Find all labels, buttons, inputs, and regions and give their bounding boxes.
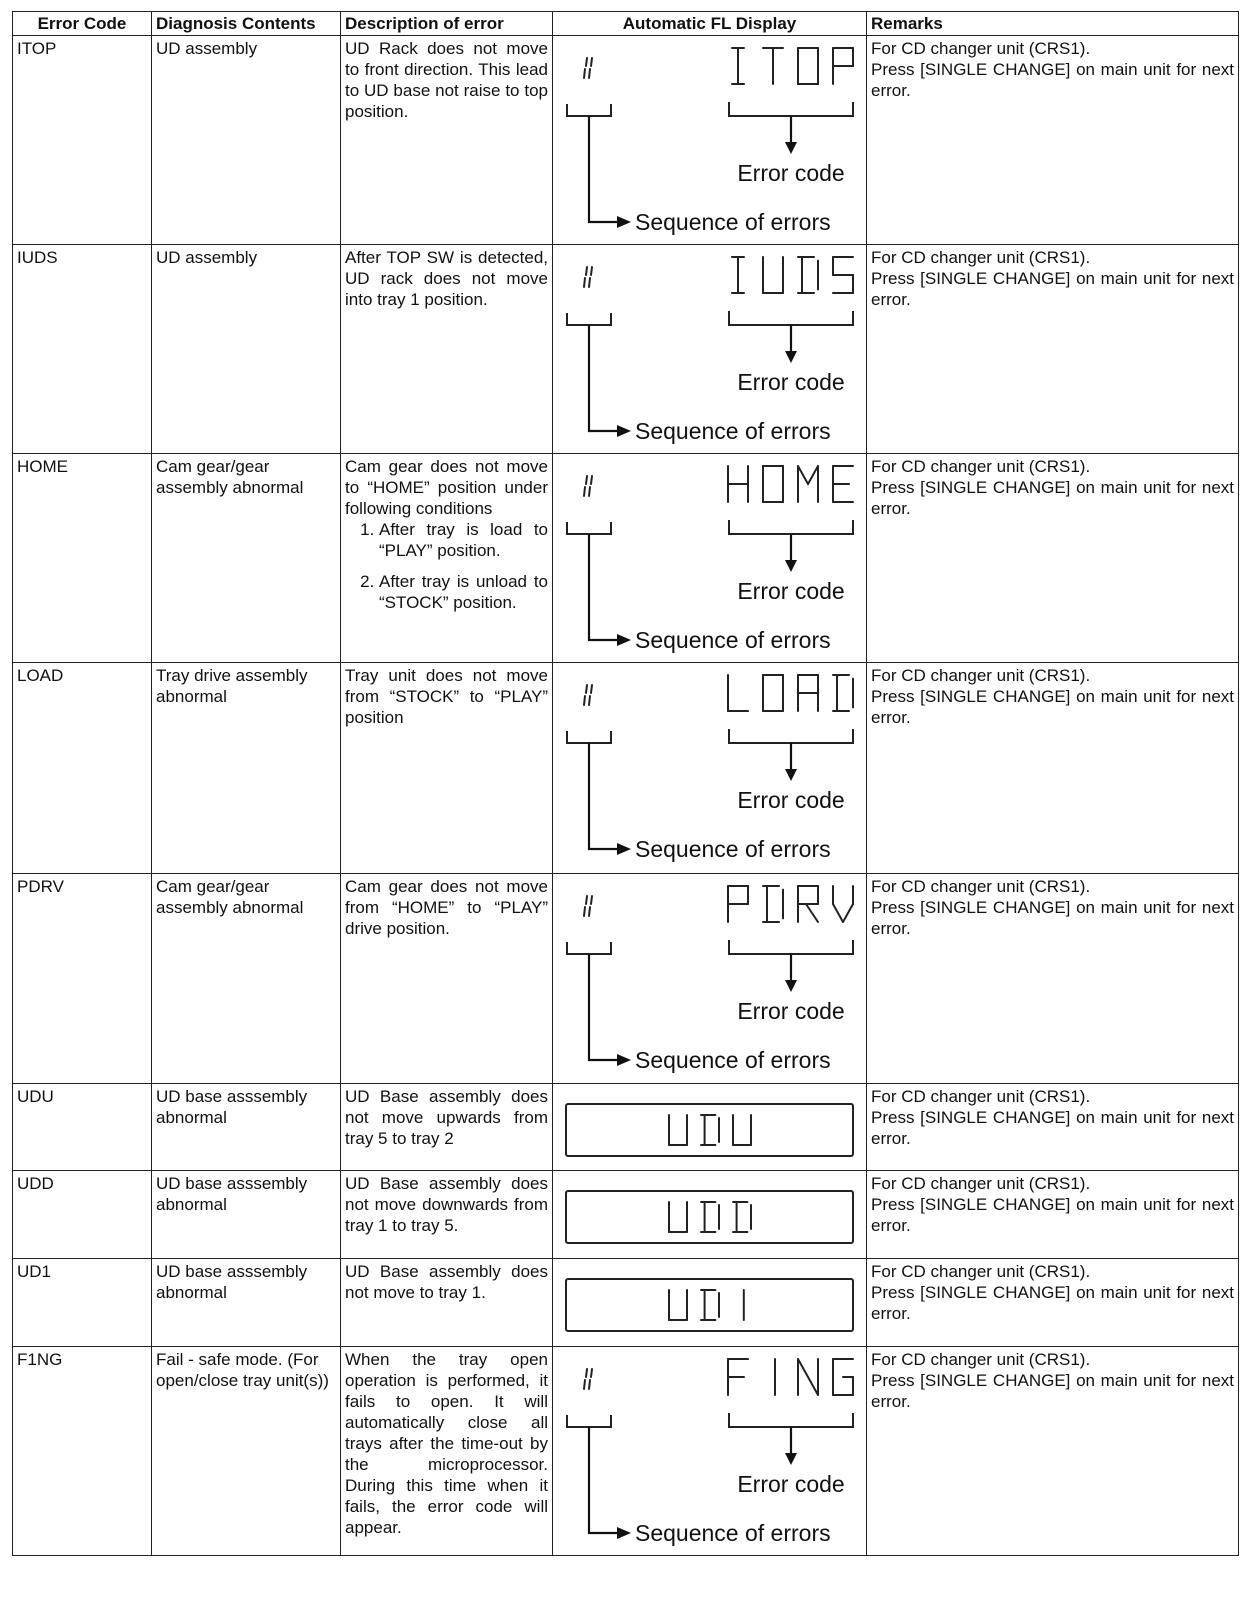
remarks-line2: Press [SINGLE CHANGE] on main unit for next error. xyxy=(871,687,1234,727)
remarks-cell xyxy=(867,663,1239,874)
error-code-bracket xyxy=(729,311,853,325)
diagnosis-cell: Fail - safe mode. (For open/close tray unit(s)) xyxy=(152,1347,341,1556)
remarks-line1: For CD changer unit (CRS1). xyxy=(871,248,1091,267)
description-cell: After TOP SW is detected, UD rack does not move into tray 1 position. xyxy=(341,245,553,454)
error-code-bracket xyxy=(729,520,853,534)
table-row xyxy=(13,1347,1239,1556)
remarks-line1: For CD changer unit (CRS1). xyxy=(871,877,1091,896)
remarks-line1: For CD changer unit (CRS1). xyxy=(871,1174,1091,1193)
remarks-line2: Press [SINGLE CHANGE] on main unit for next error. xyxy=(871,1283,1234,1323)
condition-item: 2. After tray is unload to “STOCK” position. xyxy=(379,571,548,613)
arrow-down-icon xyxy=(785,142,797,154)
sequence-indicator-icon xyxy=(584,58,592,78)
description-cell xyxy=(341,454,553,663)
fl-display-box xyxy=(566,1191,853,1243)
fl-segment-text xyxy=(732,257,853,293)
arrow-down-icon xyxy=(785,351,797,363)
arrow-down-icon xyxy=(785,769,797,781)
table-row xyxy=(13,36,1239,245)
remarks-line2: Press [SINGLE CHANGE] on main unit for next error. xyxy=(871,478,1234,518)
sequence-of-errors-label: Sequence of errors xyxy=(635,1520,831,1546)
condition-list xyxy=(345,519,548,613)
fl-display-diagram xyxy=(553,663,867,874)
remarks-line2: Press [SINGLE CHANGE] on main unit for next error. xyxy=(871,1371,1234,1411)
error-code-label: Error code xyxy=(737,787,845,813)
error-code-table xyxy=(12,11,1239,1556)
diagnosis-cell: UD base asssembly abnormal xyxy=(152,1259,341,1347)
arrow-right-icon xyxy=(617,1054,631,1066)
table-row xyxy=(13,1259,1239,1347)
remarks-cell xyxy=(867,1259,1239,1347)
remarks-line1: For CD changer unit (CRS1). xyxy=(871,1087,1091,1106)
sequence-bracket xyxy=(567,1415,611,1427)
error-code-label: Error code xyxy=(737,369,845,395)
fl-display-cell xyxy=(553,454,867,663)
fl-segment-text xyxy=(732,48,853,84)
error-code-label: Error code xyxy=(737,160,845,186)
fl-display-diagram xyxy=(553,454,867,663)
error-code-bracket xyxy=(729,102,853,116)
sequence-indicator-icon xyxy=(584,685,592,705)
fl-display-box xyxy=(566,1279,853,1331)
sequence-bracket xyxy=(567,313,611,325)
header-description: Description of error xyxy=(341,12,553,36)
arrow-down-icon xyxy=(785,560,797,572)
table-row xyxy=(13,454,1239,663)
remarks-line2: Press [SINGLE CHANGE] on main unit for next error. xyxy=(871,269,1234,309)
description-cell: UD Base assembly does not move upwards from tray 5 to tray 2 xyxy=(341,1084,553,1171)
error-code-bracket xyxy=(729,729,853,743)
fl-display-diagram xyxy=(553,874,867,1084)
header-remarks: Remarks xyxy=(867,12,1239,36)
sequence-indicator-icon xyxy=(584,896,592,916)
sequence-of-errors-label: Sequence of errors xyxy=(635,627,831,653)
error-code-bracket xyxy=(729,940,853,954)
remarks-line2: Press [SINGLE CHANGE] on main unit for next error. xyxy=(871,1195,1234,1235)
fl-display-cell xyxy=(553,245,867,454)
condition-item: 1. After tray is load to “PLAY” position. xyxy=(379,519,548,561)
header-diagnosis: Diagnosis Contents xyxy=(152,12,341,36)
fl-display-diagram xyxy=(553,1347,867,1556)
fl-display-diagram xyxy=(553,36,867,245)
remarks-line1: For CD changer unit (CRS1). xyxy=(871,1262,1091,1281)
fl-display-box xyxy=(566,1104,853,1156)
fl-display-cell xyxy=(553,663,867,874)
remarks-line1: For CD changer unit (CRS1). xyxy=(871,1350,1091,1369)
error-code-cell: UDU xyxy=(13,1084,152,1171)
fl-segment-text xyxy=(728,886,853,922)
table-row xyxy=(13,245,1239,454)
arrow-down-icon xyxy=(785,980,797,992)
description-cell: Tray unit does not move from “STOCK” to “PLAY” position xyxy=(341,663,553,874)
fl-segment-text xyxy=(728,1359,853,1395)
remarks-line2: Press [SINGLE CHANGE] on main unit for next error. xyxy=(871,60,1234,100)
fl-display-diagram xyxy=(553,245,867,454)
sequence-of-errors-label: Sequence of errors xyxy=(635,209,831,235)
remarks-cell xyxy=(867,454,1239,663)
remarks-line1: For CD changer unit (CRS1). xyxy=(871,457,1091,476)
error-code-cell: ITOP xyxy=(13,36,152,245)
error-code-cell: PDRV xyxy=(13,874,152,1084)
sequence-of-errors-label: Sequence of errors xyxy=(635,1047,831,1073)
sequence-indicator-icon xyxy=(584,476,592,496)
fl-display-diagram xyxy=(553,1259,867,1347)
fl-segment-text xyxy=(728,466,853,502)
description-text: Cam gear does not move to “HOME” position under following conditions xyxy=(345,457,548,518)
sequence-bracket xyxy=(567,731,611,743)
arrow-right-icon xyxy=(617,634,631,646)
error-code-cell: HOME xyxy=(13,454,152,663)
error-code-cell: UD1 xyxy=(13,1259,152,1347)
description-cell: When the tray open operation is performed, it fails to open. It will automatically close all trays after the time-out by the microprocessor. During this time when it fails, the error code will appear. xyxy=(341,1347,553,1556)
fl-display-cell xyxy=(553,1084,867,1171)
sequence-bracket xyxy=(567,942,611,954)
diagnosis-cell: Cam gear/gear assembly abnormal xyxy=(152,454,341,663)
fl-display-cell xyxy=(553,36,867,245)
sequence-bracket xyxy=(567,104,611,116)
header-row xyxy=(13,12,1239,36)
sequence-bracket xyxy=(567,522,611,534)
fl-segment-text xyxy=(669,1115,751,1145)
description-cell: UD Base assembly does not move downwards from tray 1 to tray 5. xyxy=(341,1171,553,1259)
fl-display-diagram xyxy=(553,1084,867,1171)
remarks-cell xyxy=(867,1084,1239,1171)
table-row xyxy=(13,874,1239,1084)
description-cell: Cam gear does not move from “HOME” to “PLAY” drive position. xyxy=(341,874,553,1084)
sequence-of-errors-label: Sequence of errors xyxy=(635,418,831,444)
remarks-cell xyxy=(867,36,1239,245)
description-cell: UD Base assembly does not move to tray 1. xyxy=(341,1259,553,1347)
header-error-code: Error Code xyxy=(13,12,152,36)
remarks-line2: Press [SINGLE CHANGE] on main unit for next error. xyxy=(871,1108,1234,1148)
arrow-right-icon xyxy=(617,425,631,437)
remarks-cell xyxy=(867,1347,1239,1556)
fl-segment-text xyxy=(669,1202,751,1232)
diagnosis-cell: Cam gear/gear assembly abnormal xyxy=(152,874,341,1084)
error-code-bracket xyxy=(729,1413,853,1427)
error-code-cell: IUDS xyxy=(13,245,152,454)
fl-display-cell xyxy=(553,1259,867,1347)
fl-display-diagram xyxy=(553,1171,867,1259)
diagnosis-cell: UD assembly xyxy=(152,245,341,454)
diagnosis-cell: Tray drive assembly abnormal xyxy=(152,663,341,874)
fl-segment-text xyxy=(669,1290,744,1320)
fl-display-cell xyxy=(553,1171,867,1259)
table-row xyxy=(13,663,1239,874)
sequence-indicator-icon xyxy=(584,1369,592,1389)
diagnosis-cell: UD assembly xyxy=(152,36,341,245)
header-fl-display: Automatic FL Display xyxy=(553,12,867,36)
arrow-right-icon xyxy=(617,1527,631,1539)
error-code-cell: LOAD xyxy=(13,663,152,874)
table-row xyxy=(13,1171,1239,1259)
sequence-of-errors-label: Sequence of errors xyxy=(635,836,831,862)
arrow-right-icon xyxy=(617,843,631,855)
remarks-line2: Press [SINGLE CHANGE] on main unit for next error. xyxy=(871,898,1234,938)
remarks-cell xyxy=(867,1171,1239,1259)
description-cell: UD Rack does not move to front direction. This lead to UD base not raise to top position. xyxy=(341,36,553,245)
error-code-label: Error code xyxy=(737,998,845,1024)
remarks-line1: For CD changer unit (CRS1). xyxy=(871,39,1091,58)
error-code-label: Error code xyxy=(737,1471,845,1497)
diagnosis-cell: UD base asssembly abnormal xyxy=(152,1084,341,1171)
fl-segment-text xyxy=(728,675,853,711)
error-code-cell: F1NG xyxy=(13,1347,152,1556)
fl-display-cell xyxy=(553,1347,867,1556)
remarks-cell xyxy=(867,874,1239,1084)
error-code-cell: UDD xyxy=(13,1171,152,1259)
table-row xyxy=(13,1084,1239,1171)
error-code-label: Error code xyxy=(737,578,845,604)
diagnosis-cell: UD base asssembly abnormal xyxy=(152,1171,341,1259)
remarks-cell xyxy=(867,245,1239,454)
arrow-right-icon xyxy=(617,216,631,228)
arrow-down-icon xyxy=(785,1453,797,1465)
sequence-indicator-icon xyxy=(584,267,592,287)
remarks-line1: For CD changer unit (CRS1). xyxy=(871,666,1091,685)
fl-display-cell xyxy=(553,874,867,1084)
